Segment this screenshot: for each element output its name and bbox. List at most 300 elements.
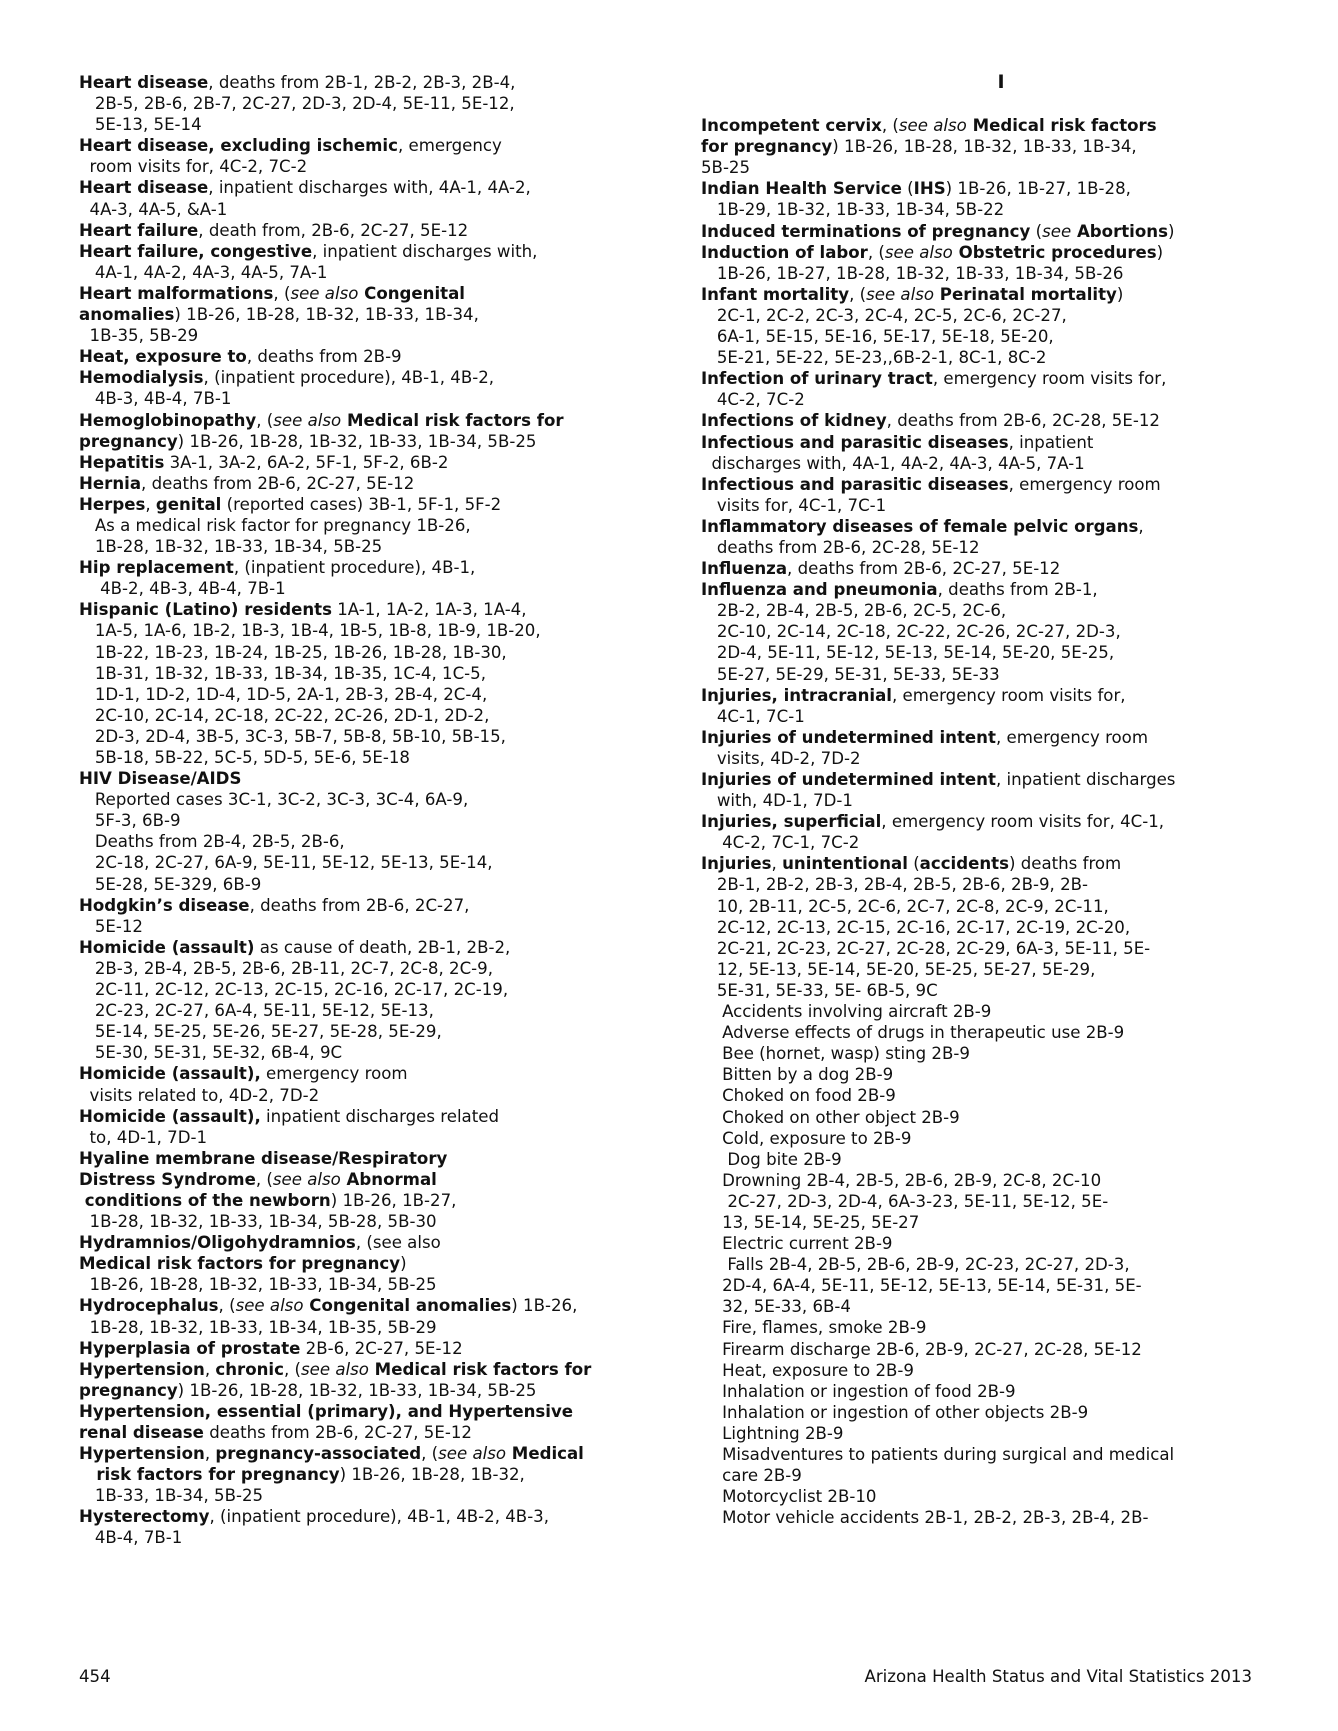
index-reference: , deaths from 2B-6, 2C-27, [249,895,470,915]
index-line [79,1380,679,1401]
index-line [701,1107,1301,1128]
index-term: accidents [919,854,1009,874]
index-line [79,431,679,452]
index-line [701,410,1301,431]
index-term: Inflammatory diseases of female pelvic organs [701,516,1139,536]
index-reference: , ( [273,283,291,303]
index-reference: ( [907,854,920,874]
index-line [701,1275,1301,1296]
index-line [701,832,1301,853]
index-line [701,1128,1301,1149]
index-line [701,453,1301,474]
see-also-text: see also [272,1169,341,1189]
index-line [701,1022,1301,1043]
index-line [701,305,1301,326]
index-term: Obstetric procedures [952,242,1157,262]
index-reference: 4C-2, 7C-2 [701,390,805,410]
index-line [79,1401,679,1422]
publication-title: Arizona Health Status and Vital Statistics 2013 [864,1667,1252,1686]
index-reference: 4B-3, 4B-4, 7B-1 [79,389,232,409]
index-reference: , emergency [397,136,502,156]
index-line [701,1339,1301,1360]
index-line [79,937,679,958]
index-reference: Inhalation or ingestion of other objects 2B-9 [701,1402,1089,1422]
index-term: Hemodialysis [79,368,204,388]
index-line [79,1148,679,1169]
index-term: Influenza [701,559,788,579]
index-reference: Cold, exposure to 2B-9 [701,1128,912,1148]
index-line [701,1064,1301,1085]
index-line [701,432,1301,453]
index-reference: 32, 5E-33, 6B-4 [701,1297,851,1317]
index-reference: as cause of death, 2B-1, 2B-2, [254,937,511,957]
index-reference: visits, 4D-2, 7D-2 [701,748,861,768]
index-reference: Heat, exposure to 2B-9 [701,1360,914,1380]
index-term: Medical [506,1444,584,1464]
index-line [701,1402,1301,1423]
index-reference: deaths from 2B-6, 2C-27, 5E-12 [203,1423,472,1442]
index-reference: 4A-1, 4A-2, 4A-3, 4A-5, 7A-1 [79,262,328,282]
index-term: IHS [913,179,946,199]
index-reference: to, 4D-1, 7D-1 [79,1127,208,1147]
index-reference: ) 1B-26, 1B-27, 1B-28, [945,179,1131,199]
index-line [79,1464,679,1485]
see-also-text: see also [235,1296,304,1316]
index-reference: deaths from 2B-6, 2C-28, 5E-12 [701,537,980,557]
index-line [79,388,679,409]
index-reference: , [771,854,783,874]
index-reference: 5F-3, 6B-9 [79,811,181,831]
index-term: Hyperplasia of prostate [79,1338,301,1358]
index-line [79,1000,679,1021]
see-also-text: see also [273,410,342,430]
index-term: Abortions [1071,221,1168,241]
index-line [79,536,679,557]
index-line [79,1169,679,1190]
index-line [701,1465,1301,1486]
index-line [701,221,1301,242]
index-reference: 2C-11, 2C-12, 2C-13, 2C-15, 2C-16, 2C-17, 2C-19, [79,980,509,1000]
index-term: Hypertension [79,1444,205,1464]
see-also-text: see also [300,1359,369,1379]
index-term: Heart failure [79,220,199,240]
index-line [701,263,1301,284]
index-reference: 1D-1, 1D-2, 1D-4, 1D-5, 2A-1, 2B-3, 2B-4, 2C-4, [79,684,488,704]
see-also-text: see also [898,116,967,136]
index-line [701,1233,1301,1254]
index-line [79,473,679,494]
index-line [79,1485,679,1506]
index-reference: visits related to, 4D-2, 7D-2 [79,1085,320,1105]
index-line [701,516,1301,537]
index-line [701,1381,1301,1402]
index-term: Congenital [358,283,465,303]
index-line [79,1422,679,1443]
index-term: pregnancy [79,1380,178,1400]
index-reference: , emergency room visits for, [932,369,1167,389]
index-line [79,642,679,663]
index-reference: Falls 2B-4, 2B-5, 2B-6, 2B-9, 2C-23, 2C-27, 2D-3, [701,1255,1130,1275]
index-reference: , ( [421,1444,439,1464]
index-reference: , (inpatient procedure), 4B-1, [233,558,476,578]
index-reference: Accidents involving aircraft 2B-9 [701,1002,992,1022]
index-line [79,1021,679,1042]
see-also-text: see [1042,221,1072,241]
index-column-right [701,72,1301,1528]
index-line [701,980,1301,1001]
index-reference: Misadventures to patients during surgical and medical [701,1445,1175,1464]
index-reference: 1B-33, 1B-34, 5B-25 [79,1486,264,1506]
index-reference: As a medical risk factor for pregnancy 1B-26, [79,515,471,535]
index-line [79,663,679,684]
index-line [79,831,679,852]
index-line [79,1211,679,1232]
index-term: Indian Health Service [701,179,902,199]
index-line [701,853,1301,874]
index-reference: , ( [256,410,274,430]
index-reference: 1B-28, 1B-32, 1B-33, 1B-34, 5B-28, 5B-30 [79,1212,437,1232]
index-reference: 13, 5E-14, 5E-25, 5E-27 [701,1212,920,1232]
index-term: Abnormal [340,1169,437,1189]
index-line [701,727,1301,748]
index-reference: Firearm discharge 2B-6, 2B-9, 2C-27, 2C-28, 5E-12 [701,1339,1142,1359]
index-reference: 5B-25 [701,158,751,178]
index-term: chronic [215,1359,284,1379]
index-term: Heat, exposure to [79,347,247,367]
see-also-text: see also [290,283,359,303]
index-term: HIV Disease/AIDS [79,769,242,789]
section-letter: I [997,71,1005,93]
index-line [79,1253,679,1274]
index-line [79,262,679,283]
index-line [701,790,1301,811]
index-term: Infectious and parasitic diseases [701,432,1009,452]
index-line [701,1444,1301,1465]
index-reference: Deaths from 2B-4, 2B-5, 2B-6, [79,832,345,852]
index-reference: , [204,1359,216,1379]
index-reference: , (inpatient procedure), 4B-1, 4B-2, [203,368,495,388]
see-also-text: see also [884,242,953,262]
index-term: Medical risk factors for [341,410,564,430]
index-reference: Drowning 2B-4, 2B-5, 2B-6, 2B-9, 2C-8, 2C-10 [701,1170,1102,1190]
index-line [79,958,679,979]
index-line [79,557,679,578]
index-line [701,769,1301,790]
index-line [79,810,679,831]
index-line [701,621,1301,642]
index-reference: 1A-1, 1A-2, 1A-3, 1A-4, [331,600,527,620]
index-reference: ) 1B-26, 1B-28, 1B-32, 1B-33, 1B-34, [832,137,1137,157]
index-term: Injuries of undetermined intent [701,770,996,789]
index-term: Hispanic (Latino) residents [79,600,332,620]
index-reference: 5E-30, 5E-31, 5E-32, 6B-4, 9C [79,1043,343,1063]
index-reference: 2B-1, 2B-2, 2B-3, 2B-4, 2B-5, 2B-6, 2B-9, 2B- [701,875,1089,895]
index-line [701,326,1301,347]
index-term: Infant mortality [701,284,850,304]
index-reference: 2D-3, 2D-4, 3B-5, 3C-3, 5B-7, 5B-8, 5B-10, 5B-15, [79,726,506,746]
index-term: Hydrocephalus [79,1296,219,1316]
index-line [701,347,1301,368]
index-reference: 5E-12 [79,916,143,936]
index-term: Heart malformations [79,283,274,303]
index-reference: , (see also [355,1233,441,1253]
index-reference: inpatient discharges related [260,1106,499,1126]
index-line [701,1043,1301,1064]
index-term: Injuries [701,854,772,874]
index-reference: Bee (hornet, wasp) sting 2B-9 [701,1044,970,1064]
index-term: risk factors for pregnancy [79,1465,340,1485]
index-reference: 2C-10, 2C-14, 2C-18, 2C-22, 2C-26, 2D-1, 2D-2, [79,705,490,725]
index-line [701,537,1301,558]
index-reference: 2B-2, 2B-4, 2B-5, 2B-6, 2C-5, 2C-6, [701,601,1007,621]
index-line [79,1295,679,1316]
index-line [701,1212,1301,1233]
index-line [79,620,679,641]
index-line [79,1274,679,1295]
index-line [79,1127,679,1148]
index-reference: 10, 2B-11, 2C-5, 2C-6, 2C-7, 2C-8, 2C-9, 2C-11, [701,896,1109,916]
index-reference: 1A-5, 1A-6, 1B-2, 1B-3, 1B-4, 1B-5, 1B-8, 1B-9, 1B-20, [79,621,541,641]
index-line [79,1359,679,1380]
index-line [701,242,1301,263]
index-reference: , ( [255,1169,273,1189]
index-term: anomalies [79,305,175,325]
index-line [79,1338,679,1359]
index-term: Medical risk factors for pregnancy [79,1254,401,1274]
index-term: Medical risk factors for [368,1359,592,1379]
index-line [701,811,1301,832]
index-line [701,474,1301,495]
index-line [79,135,679,156]
index-line [79,874,679,895]
index-reference: Inhalation or ingestion of food 2B-9 [701,1381,1016,1401]
index-reference: , inpatient discharges with, 4A-1, 4A-2, [208,178,531,198]
index-reference: 5E-13, 5E-14 [79,115,202,135]
index-reference: , deaths from 2B-1, 2B-2, 2B-3, 2B-4, [208,73,516,92]
index-reference: 2C-12, 2C-13, 2C-15, 2C-16, 2C-17, 2C-19, 2C-20, [701,917,1131,937]
index-reference: 5E-31, 5E-33, 5E- 6B-5, 9C [701,980,938,1000]
index-line [79,705,679,726]
index-reference: , deaths from 2B-6, 2C-27, 5E-12 [787,559,1061,579]
index-line [701,199,1301,220]
index-term: Congenital anomalies [303,1296,512,1316]
index-line [701,600,1301,621]
index-term: Hernia [79,473,142,493]
index-term: Heart disease [79,178,209,198]
index-reference: Bitten by a dog 2B-9 [701,1065,894,1085]
index-line [79,220,679,241]
index-reference: , ( [283,1359,301,1379]
index-line [79,768,679,789]
index-reference: , deaths from 2B-9 [246,347,402,367]
index-reference: 5E-21, 5E-22, 5E-23,,6B-2-1, 8C-1, 8C-2 [701,348,1047,368]
index-reference: ( [901,179,914,199]
index-reference: 12, 5E-13, 5E-14, 5E-20, 5E-25, 5E-27, 5E-29, [701,959,1096,979]
index-line [701,1317,1301,1338]
index-reference: 4B-2, 4B-3, 4B-4, 7B-1 [79,579,286,599]
index-term: conditions of the newborn [79,1190,331,1210]
index-reference: , [1138,516,1144,536]
index-line [79,895,679,916]
index-reference: 2C-23, 2C-27, 6A-4, 5E-11, 5E-12, 5E-13, [79,1001,434,1021]
index-reference: Fire, flames, smoke 2B-9 [701,1318,927,1338]
index-line [701,1360,1301,1381]
index-term: Homicide (assault) [79,937,255,957]
index-line [79,494,679,515]
index-term: Induction of labor [701,242,868,262]
index-reference: Electric current 2B-9 [701,1234,893,1254]
index-reference: 1B-31, 1B-32, 1B-33, 1B-34, 1B-35, 1C-4, 1C-5, [79,663,486,683]
see-also-text: see also [438,1444,507,1464]
index-reference: 1B-28, 1B-32, 1B-33, 1B-34, 5B-25 [79,537,383,557]
index-line [79,241,679,262]
index-line [79,1506,679,1527]
index-line [79,1085,679,1106]
index-term: Induced terminations of pregnancy [701,221,1031,241]
index-line [701,389,1301,410]
index-reference: 2C-27, 2D-3, 2D-4, 6A-3-23, 5E-11, 5E-12, 5E- [701,1191,1109,1211]
index-reference: 4B-4, 7B-1 [79,1528,183,1548]
index-reference: , [204,1444,216,1464]
index-line [701,748,1301,769]
index-line [79,199,679,220]
index-reference: 3A-1, 3A-2, 6A-2, 5F-1, 5F-2, 6B-2 [164,452,449,472]
index-term: for pregnancy [701,137,833,157]
index-line [79,1063,679,1084]
index-line [701,136,1301,157]
index-line [701,938,1301,959]
index-reference: 2C-1, 2C-2, 2C-3, 2C-4, 2C-5, 2C-6, 2C-27, [701,305,1067,325]
index-reference: ) [1116,284,1124,304]
index-reference: 4C-1, 7C-1 [701,706,805,726]
index-term: Infections of kidney [701,411,887,431]
index-reference: , deaths from 2B-6, 2C-28, 5E-12 [886,411,1160,431]
index-line [79,304,679,325]
index-line [79,177,679,198]
index-reference: emergency room [260,1064,408,1084]
index-reference: 5B-18, 5B-22, 5C-5, 5D-5, 5E-6, 5E-18 [79,748,410,767]
index-reference: Dog bite 2B-9 [701,1149,842,1169]
index-term: renal disease [79,1423,204,1442]
index-line [79,452,679,473]
index-line [79,1317,679,1338]
index-reference: , emergency room [995,727,1149,747]
index-entries-right [701,115,1301,1528]
index-term: Infectious and parasitic diseases [701,474,1009,494]
index-term: Injuries of undetermined intent [701,727,996,747]
index-line [79,72,679,93]
index-reference: ) 1B-26, [511,1296,578,1316]
index-reference: , ( [218,1296,236,1316]
index-reference: Choked on other object 2B-9 [701,1107,960,1127]
index-line [701,917,1301,938]
index-reference: 2B-3, 2B-4, 2B-5, 2B-6, 2B-11, 2C-7, 2C-8, 2C-9, [79,958,494,978]
index-line [79,1527,679,1548]
index-reference: , deaths from 2B-6, 2C-27, 5E-12 [141,473,415,493]
see-also-text: see also [866,284,935,304]
index-reference: ) 1B-26, 1B-28, 1B-32, 1B-33, 1B-34, 5B-25 [177,1380,537,1400]
index-line [701,1191,1301,1212]
index-reference: ) [1167,221,1175,241]
index-reference: room visits for, 4C-2, 7C-2 [79,157,308,177]
index-line [79,156,679,177]
index-reference: 1B-22, 1B-23, 1B-24, 1B-25, 1B-26, 1B-28, 1B-30, [79,642,507,662]
index-line [79,1106,679,1127]
index-line [701,959,1301,980]
index-reference: , emergency room visits for, 4C-1, [881,812,1165,832]
index-reference: 4C-2, 7C-1, 7C-2 [701,833,860,853]
index-term: Incompetent cervix [701,116,882,136]
index-term: genital [155,494,222,514]
index-reference: , ( [849,284,867,304]
index-term: Homicide (assault), [79,1064,261,1084]
index-line [79,684,679,705]
index-reference: ) 1B-26, 1B-28, 1B-32, 1B-33, 1B-34, [174,305,479,325]
index-line [79,852,679,873]
index-reference: Adverse effects of drugs in therapeutic use 2B-9 [701,1023,1125,1043]
index-reference: 2D-4, 6A-4, 5E-11, 5E-12, 5E-13, 5E-14, 5E-31, 5E- [701,1276,1142,1296]
index-line [79,410,679,431]
index-term: Heart disease [79,73,209,92]
index-reference: , emergency room [1008,474,1161,494]
index-term: Hemoglobinopathy [79,410,257,430]
index-reference: Lightning 2B-9 [701,1423,844,1443]
index-line [79,1443,679,1464]
index-reference: with, 4D-1, 7D-1 [701,791,853,811]
index-line [701,664,1301,685]
index-line [701,115,1301,136]
index-line [701,178,1301,199]
index-line [79,1232,679,1253]
index-line [701,1149,1301,1170]
index-line [79,747,679,768]
index-term: Hypertension, essential (primary), and Hypertensive [79,1401,574,1421]
index-reference: , death from, 2B-6, 2C-27, 5E-12 [198,220,469,240]
index-reference: Reported cases 3C-1, 3C-2, 3C-3, 3C-4, 6A-9, [79,790,469,810]
index-line [701,157,1301,178]
index-reference: 5E-14, 5E-25, 5E-26, 5E-27, 5E-28, 5E-29, [79,1022,442,1042]
index-line [701,558,1301,579]
index-line [701,1001,1301,1022]
index-reference: care 2B-9 [701,1466,802,1486]
index-line [701,685,1301,706]
index-term: Injuries, superficial [701,812,882,832]
index-line [79,114,679,135]
index-term: Hepatitis [79,452,165,472]
index-reference: , deaths from 2B-1, [937,580,1098,600]
index-line [79,789,679,810]
index-reference: 1B-26, 1B-27, 1B-28, 1B-32, 1B-33, 1B-34, 5B-26 [701,263,1124,283]
index-term: Influenza and pneumonia [701,580,938,600]
index-reference: 2B-6, 2C-27, 5E-12 [300,1338,463,1358]
index-reference: 5E-28, 5E-329, 6B-9 [79,874,262,894]
page-number: 454 [79,1667,111,1686]
index-line [79,93,679,114]
index-reference: 1B-29, 1B-32, 1B-33, 1B-34, 5B-22 [701,200,1005,220]
index-line [701,642,1301,663]
index-line [79,1190,679,1211]
index-line [79,726,679,747]
index-reference: ) 1B-26, 1B-28, 1B-32, 1B-33, 1B-34, 5B-25 [177,431,537,451]
index-reference: , inpatient discharges with, [312,241,538,261]
index-term: Herpes [79,494,146,514]
index-line [79,515,679,536]
index-term: Injuries, intracranial [701,685,892,705]
index-line [79,979,679,1000]
index-line [79,916,679,937]
index-term: Hydramnios/Oligohydramnios [79,1233,356,1253]
index-reference: 4A-3, 4A-5, &A-1 [79,199,228,219]
